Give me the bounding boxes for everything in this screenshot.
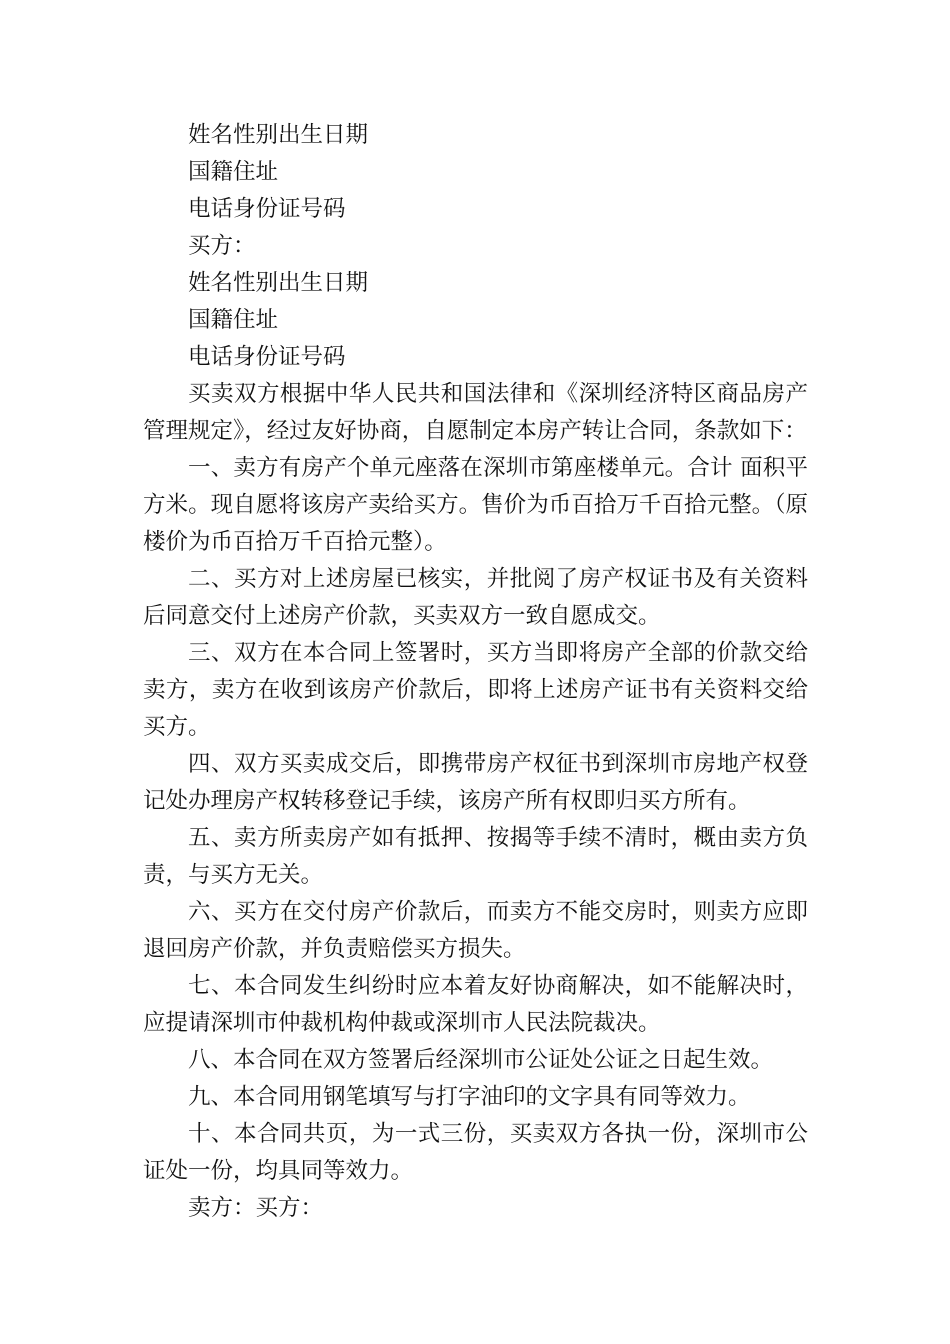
seller-phone-line: 电话身份证号码 xyxy=(188,196,346,222)
clause-10: 十、本合同共页，为一式三份，买卖双方各执一份，深圳市公证处一份，均具同等效力。 xyxy=(143,1121,808,1184)
clause-5: 五、卖方所卖房产如有抵押、按揭等手续不清时，概由卖方负责，与买方无关。 xyxy=(143,825,808,888)
buyer-label: 买方： xyxy=(188,233,256,259)
clause-1: 一、卖方有房产个单元座落在深圳市第座楼单元。合计 面积平方米。现自愿将该房产卖给买方。售价为币百拾万千百拾元整。（原楼价为币百拾万千百拾元整）。 xyxy=(143,455,808,555)
clause-9: 九、本合同用钢笔填写与打字油印的文字具有同等效力。 xyxy=(188,1084,751,1110)
seller-name-line: 姓名性别出生日期 xyxy=(188,122,369,148)
signature-line: 卖方：买方： xyxy=(188,1195,324,1221)
clause-6: 六、买方在交付房产价款后，而卖方不能交房时，则卖方应即退回房产价款，并负责赔偿买方损失。 xyxy=(143,899,808,962)
clause-2: 二、买方对上述房屋已核实，并批阅了房产权证书及有关资料后同意交付上述房产价款，买卖双方一致自愿成交。 xyxy=(143,566,808,629)
intro-paragraph: 买卖双方根据中华人民共和国法律和《深圳经济特区商品房产管理规定》，经过友好协商，自愿制定本房产转让合同，条款如下： xyxy=(143,381,808,444)
clause-4: 四、双方买卖成交后，即携带房产权征书到深圳市房地产权登记处办理房产权转移登记手续，该房产所有权即归买方所有。 xyxy=(143,751,808,814)
seller-address-line: 国籍住址 xyxy=(188,159,279,185)
buyer-name-line: 姓名性别出生日期 xyxy=(188,270,369,296)
buyer-address-line: 国籍住址 xyxy=(188,307,279,333)
clause-7: 七、本合同发生纠纷时应本着友好协商解决，如不能解决时，应提请深圳市仲裁机构仲裁或深圳市人民法院裁决。 xyxy=(143,973,808,1036)
clause-8: 八、本合同在双方签署后经深圳市公证处公证之日起生效。 xyxy=(188,1047,774,1073)
contract-body xyxy=(143,117,808,1227)
clause-3: 三、双方在本合同上签署时，买方当即将房产全部的价款交给卖方，卖方在收到该房产价款后，即将上述房产证书有关资料交给买方。 xyxy=(143,640,808,740)
buyer-phone-line: 电话身份证号码 xyxy=(188,344,346,370)
